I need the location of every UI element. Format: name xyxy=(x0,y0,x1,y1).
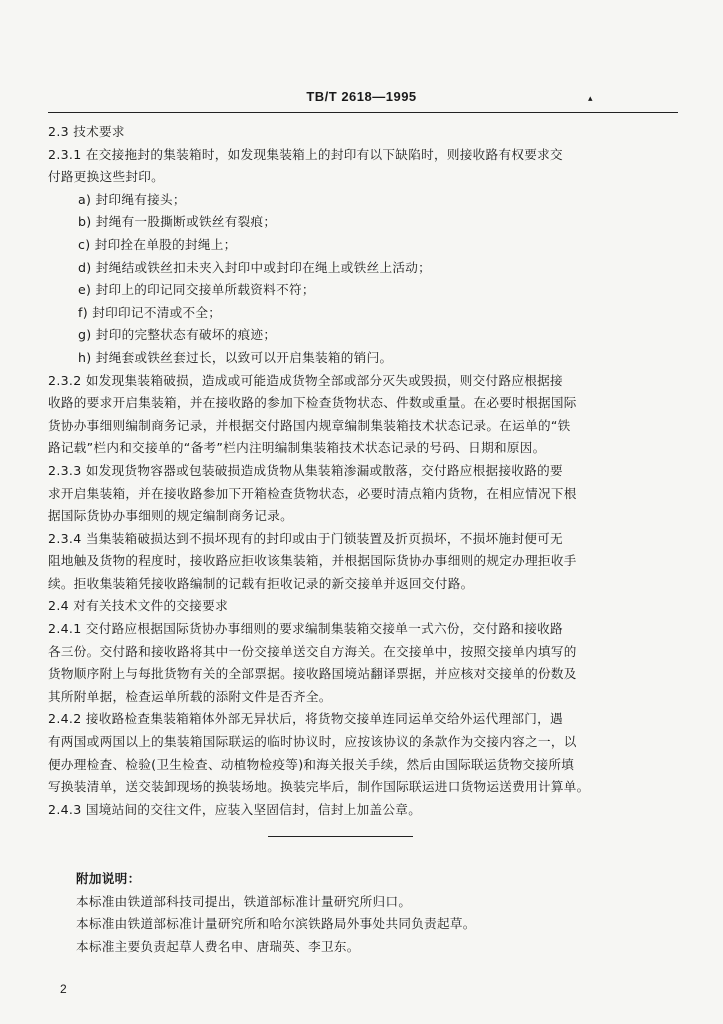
paragraph-line: 收路的要求开启集装箱，并在接收路的参加下检查货物状态、件数或重量。在必要时根据国际 xyxy=(48,395,577,411)
paragraph-line: 路记载”栏内和交接单的“备考”栏内注明编制集装箱技术状态记录的号码、日期和原因。 xyxy=(48,440,546,456)
notes-line: 本标准由铁道部标准计量研究所和哈尔滨铁路局外事处共同负责起草。 xyxy=(76,916,476,932)
paragraph-line: 求开启集装箱，并在接收路参加下开箱检查货物状态，必要时清点箱内货物，在相应情况下根 xyxy=(48,485,577,501)
paragraph-line: 2.4.3 国境站间的交往文件，应装入坚固信封，信封上加盖公章。 xyxy=(48,801,422,817)
paragraph-line: 有两国或两国以上的集装箱国际联运的临时协议时，应按该协议的条款作为交接内容之一，以 xyxy=(48,734,577,750)
paragraph-line: 各三份。交付路和接收路将其中一份交接单送交自方海关。在交接单中，按照交接单内填写的 xyxy=(48,643,577,659)
paragraph-line: 货物顺序附上与每批货物有关的全部票据。接收路国境站翻译票据，并应核对交接单的份数及 xyxy=(48,666,577,682)
additional-notes xyxy=(76,868,676,958)
page-number: 2 xyxy=(60,982,67,996)
paragraph-line: 其所附单据，检查运单所载的添附文件是否齐全。 xyxy=(48,688,332,704)
paragraph-line: 2.4.2 接收路检查集装箱箱体外部无异状后，将货物交接单连同运单交给外运代理部门，遇 xyxy=(48,711,563,727)
list-item: a) 封印绳有接头； xyxy=(78,191,186,207)
header-mark: ▴ xyxy=(588,94,593,104)
header-rule xyxy=(48,112,678,113)
paragraph-line: 2.4.1 交付路应根据国际货协办事细则的要求编制集装箱交接单一式六份，交付路和接收路 xyxy=(48,621,563,637)
notes-line: 本标准由铁道部科技司提出，铁道部标准计量研究所归口。 xyxy=(76,893,412,909)
paragraph-line: 2.3.2 如发现集装箱破损，造成或可能造成货物全部或部分灭失或毁损，则交付路应根据接 xyxy=(48,372,563,388)
list-item: c) 封印拴在单股的封绳上； xyxy=(78,236,237,252)
list-item: h) 封绳套或铁丝套过长，以致可以开启集装箱的销闩。 xyxy=(78,349,393,365)
notes-line: 本标准主要负责起草人费名申、唐瑞英、李卫东。 xyxy=(76,938,360,954)
paragraph-line: 货协办事细则编制商务记录，并根据交付路国内规章编制集装箱技术状态记录。在运单的“铁 xyxy=(48,417,571,433)
notes-title: 附加说明： xyxy=(76,871,141,886)
section-divider xyxy=(268,836,413,837)
section-heading: 2.4 对有关技术文件的交接要求 xyxy=(48,598,228,614)
paragraph-line: 据国际货协办事细则的规定编制商务记录。 xyxy=(48,508,293,524)
paragraph-line: 便办理检査、检验(卫生检查、动植物检疫等)和海关报关手续，然后由国际联运货物交接所填 xyxy=(48,756,575,772)
list-item: b) 封绳有一股撕断或铁丝有裂痕； xyxy=(78,214,277,230)
paragraph-line: 写换装清单，送交装卸现场的换装场地。换装完毕后，制作国际联运进口货物运送费用计算单。 xyxy=(48,779,590,795)
section-heading: 2.3 技术要求 xyxy=(48,124,125,139)
list-item: d) 封绳结或铁丝扣未夹入封印中或封印在绳上或铁丝上活动； xyxy=(78,259,432,275)
paragraph-line: 2.3.3 如发现货物容器或包装破损造成货物从集装箱渗漏或散落，交付路应根据接收路的要 xyxy=(48,462,563,478)
paragraph-line: 2.3.4 当集装箱破损达到不损坏现有的封印或由于门锁装置及折页损坏，不损坏施封便可无 xyxy=(48,530,563,546)
list-item: f) 封印印记不清或不全； xyxy=(78,304,222,320)
list-item: g) 封印的完整状态有破坏的痕迹； xyxy=(78,327,277,343)
paragraph-line: 2.3.1 在交接拖封的集装箱时，如发现集装箱上的封印有以下缺陷时，则接收路有权要求交 xyxy=(48,146,563,162)
paragraph-line: 续。拒收集装箱凭接收路编制的记载有拒收记录的新交接单并返回交付路。 xyxy=(48,575,474,591)
paragraph-line: 付路更换这些封印。 xyxy=(48,169,165,185)
standard-code-header: TB/T 2618—1995 xyxy=(306,89,417,104)
paragraph-line: 阻地触及货物的程度时，接收路应拒收该集装箱，并根据国际货协办事细则的规定办理拒收手 xyxy=(48,553,577,569)
list-item: e) 封印上的印记同交接单所载资料不符； xyxy=(78,282,315,298)
document-body xyxy=(48,121,688,821)
